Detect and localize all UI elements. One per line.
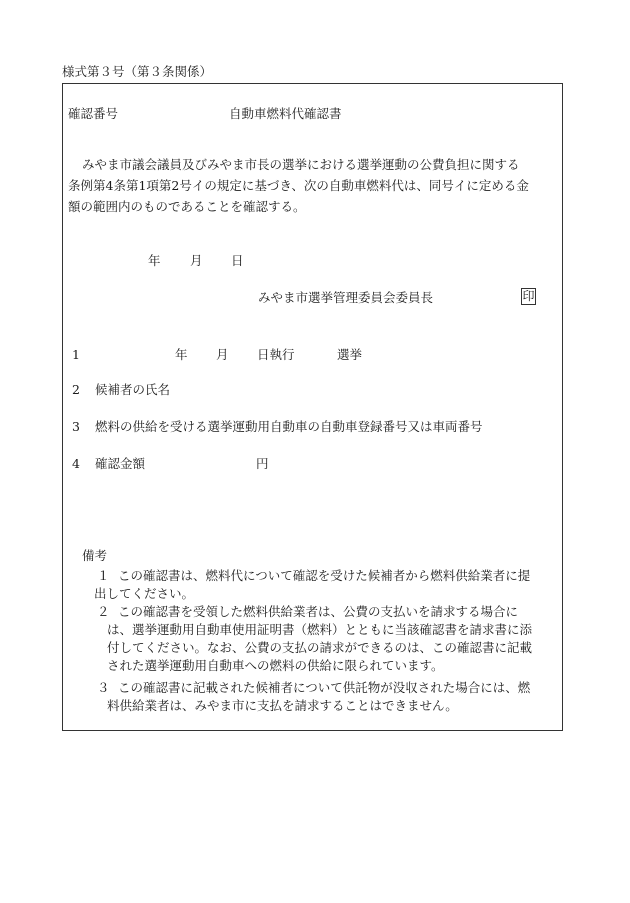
remarks-heading: 備考: [82, 548, 108, 563]
remark-line: は、選挙運動用自動車使用証明書（燃料）とともに当該確認書を請求書に添: [107, 622, 533, 637]
date-day: 日: [231, 253, 244, 268]
remark-3-number: ３: [97, 680, 110, 695]
item-1-number: 1: [72, 347, 80, 362]
confirmation-number-label: 確認番号: [68, 106, 119, 121]
remark-line: 付してください。なお、公費の支払の請求ができるのは、この確認書に記載: [107, 640, 533, 655]
remark-2-number: ２: [97, 604, 110, 619]
item-1-year: 年: [175, 347, 188, 362]
form-label: 様式第３号（第３条関係）: [62, 64, 213, 79]
item-4-label: 確認金額: [95, 456, 146, 471]
item-2-number: 2: [72, 382, 80, 397]
intro-line: 額の範囲内のものであることを確認する。: [68, 199, 306, 214]
remark-1-number: １: [97, 568, 110, 583]
intro-line: みやま市議会議員及びみやま市長の選挙における選挙運動の公費負担に関する: [82, 157, 520, 172]
item-4-number: 4: [72, 456, 80, 471]
remark-line: この確認書に記載された候補者について供託物が没収された場合には、燃: [118, 680, 531, 695]
item-2-label: 候補者の氏名: [95, 382, 171, 397]
intro-line: 条例第4条第1項第2号イの規定に基づき、次の自動車燃料代は、同号イに定める金: [68, 178, 529, 193]
date-month: 月: [190, 253, 203, 268]
item-1-day-executed: 日執行: [257, 347, 295, 362]
item-1-month: 月: [216, 347, 229, 362]
seal-mark: 印: [522, 289, 535, 303]
signer: みやま市選挙管理委員会委員長: [258, 290, 434, 305]
date-year: 年: [148, 253, 161, 268]
remark-line: 料供給業者は、みやま市に支払を請求することはできません。: [107, 698, 458, 713]
remark-line: この確認書は、燃料代について確認を受けた候補者から燃料供給業者に提: [118, 568, 531, 583]
item-1-election: 選挙: [337, 347, 363, 362]
item-3-label: 燃料の供給を受ける選挙運動用自動車の自動車登録番号又は車両番号: [95, 419, 483, 434]
document-title: 自動車燃料代確認書: [229, 106, 342, 121]
remark-line: 出してください。: [94, 586, 195, 601]
intro-paragraph: [68, 154, 553, 217]
item-3-number: 3: [72, 419, 80, 434]
item-4-unit: 円: [256, 456, 269, 471]
remark-line: この確認書を受領した燃料供給業者は、公費の支払いを請求する場合に: [118, 604, 519, 619]
remark-line: された選挙運動用自動車への燃料の供給に限られています。: [107, 658, 444, 673]
